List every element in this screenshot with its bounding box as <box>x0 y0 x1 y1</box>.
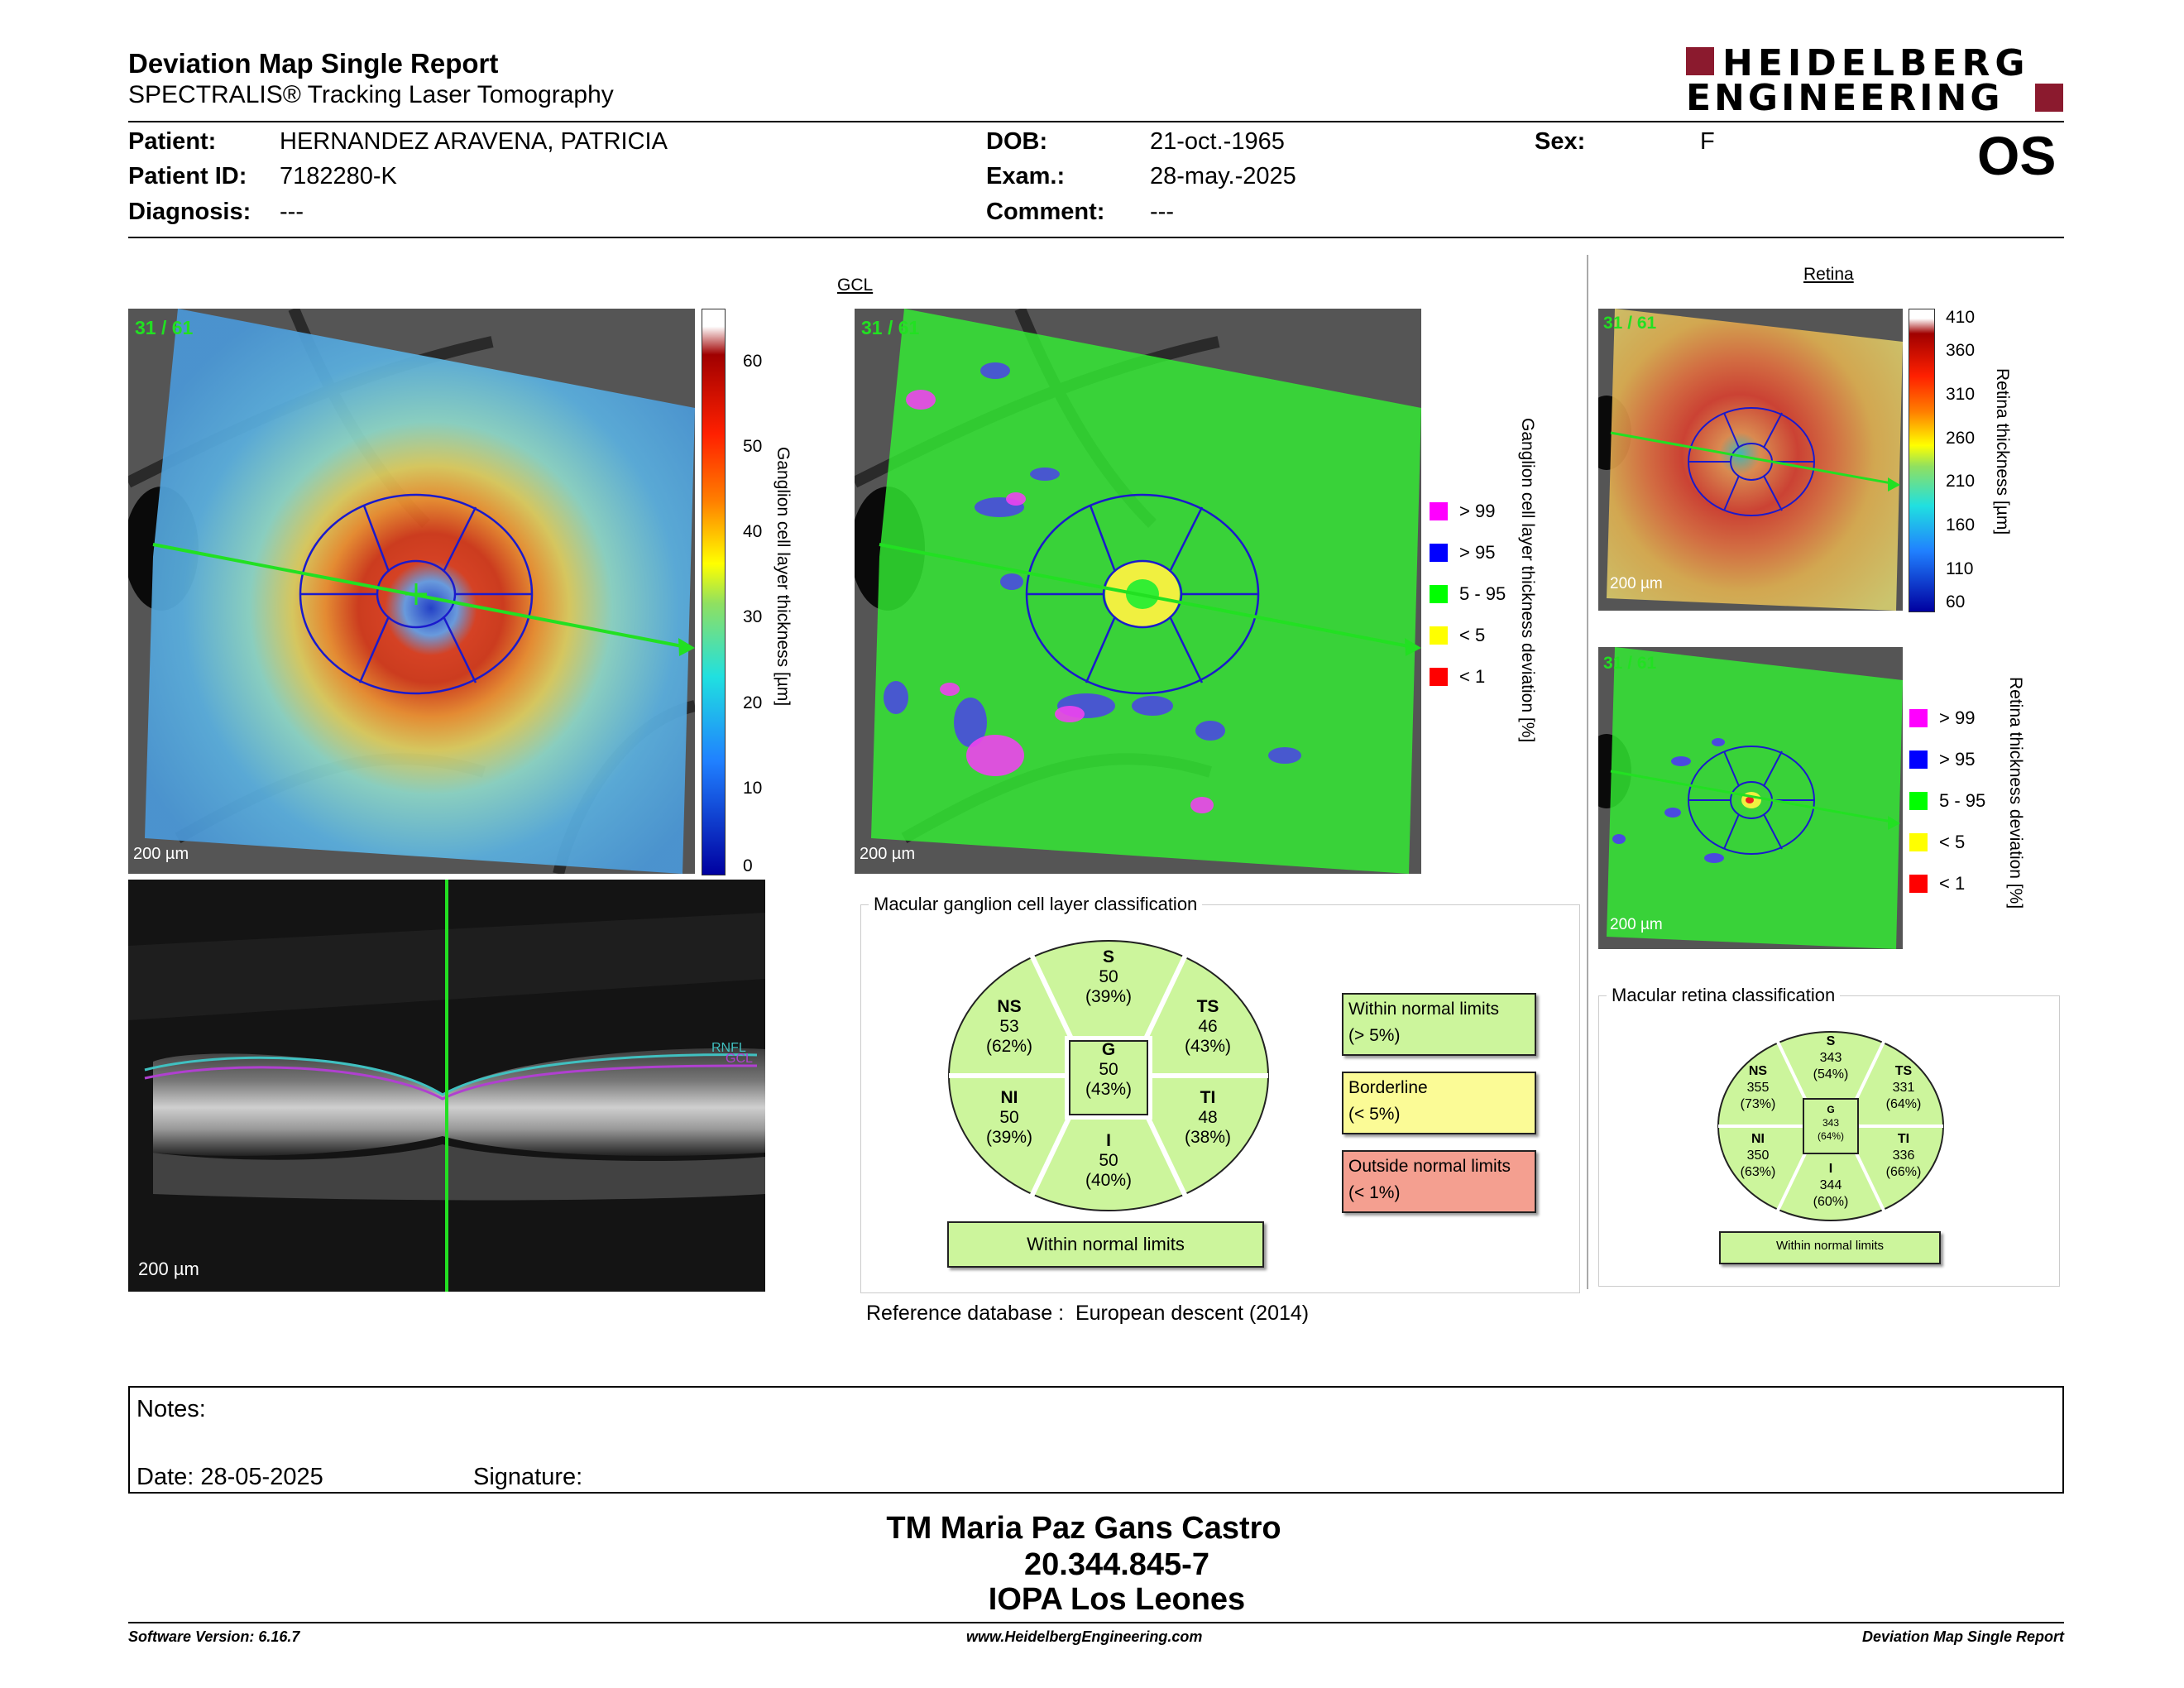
logo-square-top <box>1686 47 1714 75</box>
legend-swatch <box>1909 750 1928 769</box>
retina-tick-360: 360 <box>1946 341 1976 360</box>
patient-id-label: Patient ID: <box>128 163 247 189</box>
retina-deviation-map <box>1598 647 1903 949</box>
gcl-sector-s: S 50 (39%) <box>1085 947 1133 1006</box>
retina-deviation-frame-counter: 31 / 61 <box>1603 654 1657 673</box>
sex-value: F <box>1700 128 1715 155</box>
gcl-sector-i: I 50 (40%) <box>1085 1131 1133 1190</box>
gcl-layer-label: GCL <box>726 1052 753 1066</box>
legend-swatch <box>1430 544 1448 562</box>
oct-bscan <box>128 880 765 1292</box>
retina-overall-result: Within normal limits <box>1719 1231 1941 1264</box>
gcl-legend-lt1: < 1 <box>1430 666 1485 688</box>
retina-tick-310: 310 <box>1946 385 1976 404</box>
retina-sector-i: I 344 (60%) <box>1813 1162 1849 1209</box>
retina-deviation-axis-label: Retina thickness deviation [%] <box>2006 677 2025 909</box>
legend-borderline: Borderline (< 5%) <box>1342 1072 1536 1134</box>
retina-tick-60: 60 <box>1946 592 1966 611</box>
legend-swatch <box>1430 626 1448 645</box>
gcl-map-scale: 200 µm <box>133 845 189 863</box>
bscan-scale: 200 µm <box>138 1259 199 1279</box>
retina-thickness-axis-label: Retina thickness [µm] <box>1993 368 2012 535</box>
notes-box <box>128 1386 2064 1494</box>
comment-value: --- <box>1150 199 1174 225</box>
gcl-tick-60: 60 <box>743 352 763 371</box>
gcl-deviation-map <box>855 309 1421 874</box>
footer-divider <box>128 1622 2064 1623</box>
retina-frame-counter: 31 / 61 <box>1603 314 1657 333</box>
legend-swatch <box>1430 502 1448 520</box>
gcl-thickness-axis-label: Ganglion cell layer thickness [µm] <box>774 447 793 707</box>
software-version: Software Version: 6.16.7 <box>128 1628 300 1645</box>
rnfl-label: RNFL <box>711 1041 746 1055</box>
vertical-divider <box>1587 255 1588 1289</box>
date-label: Date: 28-05-2025 <box>136 1464 323 1490</box>
header-divider <box>128 121 2064 122</box>
gcl-sector-diagram <box>947 939 1270 1212</box>
retina-classification-title: Macular retina classification <box>1607 985 1840 1006</box>
gcl-classification-title: Macular ganglion cell layer classification <box>869 894 1202 915</box>
gcl-thickness-colorbar <box>702 309 726 875</box>
gcl-tick-30: 30 <box>743 607 763 626</box>
retina-sector-ti: TI 336 (66%) <box>1885 1132 1922 1179</box>
legend-swatch <box>1909 709 1928 727</box>
report-title: Deviation Map Single Report <box>128 48 499 79</box>
signer-institution: IOPA Los Leones <box>988 1582 1246 1617</box>
patient-divider <box>128 237 2064 238</box>
retina-legend-5-95: 5 - 95 <box>1909 790 1985 812</box>
comment-label: Comment: <box>986 199 1105 225</box>
legend-outside-normal: Outside normal limits (< 1%) <box>1342 1150 1536 1213</box>
retina-deviation-scale: 200 µm <box>1610 916 1663 933</box>
retina-section-label: Retina <box>1803 265 1854 284</box>
reference-database: Reference database : European descent (2014) <box>866 1302 1310 1325</box>
retina-tick-210: 210 <box>1946 472 1976 491</box>
gcl-legend-gt95: > 95 <box>1430 542 1495 563</box>
logo-text-top: HEIDELBERG <box>1722 42 2030 84</box>
retina-sector-diagram <box>1717 1030 1945 1222</box>
retina-sector-ni: NI 350 (63%) <box>1740 1132 1776 1179</box>
retina-legend-gt95: > 95 <box>1909 749 1975 770</box>
gcl-legend-5-95: 5 - 95 <box>1430 583 1506 605</box>
eye-label: OS <box>1977 125 2057 186</box>
retina-legend-lt5: < 5 <box>1909 832 1965 853</box>
retina-tick-410: 410 <box>1946 308 1976 327</box>
patient-label: Patient: <box>128 128 217 155</box>
legend-swatch <box>1430 585 1448 603</box>
legend-within-normal: Within normal limits (> 5%) <box>1342 993 1536 1056</box>
signer-id: 20.344.845-7 <box>1024 1547 1209 1582</box>
patient-id: 7182280-K <box>280 163 397 189</box>
heidelberg-logo <box>1686 42 2067 119</box>
gcl-deviation-scale: 200 µm <box>860 845 916 863</box>
gcl-frame-counter: 31 / 61 <box>135 317 194 338</box>
retina-legend-lt1: < 1 <box>1909 873 1965 894</box>
diagnosis-value: --- <box>280 199 304 225</box>
retina-legend-gt99: > 99 <box>1909 707 1975 729</box>
legend-swatch <box>1909 833 1928 851</box>
gcl-deviation-frame-counter: 31 / 61 <box>861 317 920 338</box>
legend-swatch <box>1909 792 1928 810</box>
website-link[interactable]: www.HeidelbergEngineering.com <box>966 1628 1203 1645</box>
retina-sector-ns: NS 355 (73%) <box>1740 1064 1776 1111</box>
retina-tick-260: 260 <box>1946 429 1976 448</box>
gcl-sector-ti: TI 48 (38%) <box>1184 1088 1232 1147</box>
gcl-legend-gt99: > 99 <box>1430 501 1495 522</box>
dob-label: DOB: <box>986 128 1048 155</box>
retina-map-scale: 200 µm <box>1610 575 1663 592</box>
gcl-sector-ts: TS 46 (43%) <box>1184 997 1232 1056</box>
patient-name: HERNANDEZ ARAVENA, PATRICIA <box>280 128 668 155</box>
retina-sector-g: G 343 (64%) <box>1817 1104 1844 1142</box>
sex-label: Sex: <box>1535 128 1586 155</box>
legend-swatch <box>1909 875 1928 893</box>
retina-tick-160: 160 <box>1946 516 1976 535</box>
signer-name: TM Maria Paz Gans Castro <box>886 1511 1281 1546</box>
gcl-tick-0: 0 <box>743 856 753 875</box>
footer-report-name: Deviation Map Single Report <box>1861 1628 2064 1645</box>
gcl-legend-lt5: < 5 <box>1430 625 1485 646</box>
gcl-deviation-axis-label: Ganglion cell layer thickness deviation [%] <box>1518 418 1537 743</box>
gcl-sector-ns: NS 53 (62%) <box>985 997 1033 1056</box>
exam-value: 28-may.-2025 <box>1150 163 1296 189</box>
retina-sector-s: S 343 (54%) <box>1813 1034 1849 1081</box>
gcl-section-label: GCL <box>837 276 874 295</box>
retina-tick-110: 110 <box>1946 559 1974 578</box>
dob-value: 21-oct.-1965 <box>1150 128 1285 155</box>
retina-thickness-map <box>1598 309 1903 611</box>
gcl-sector-g: G 50 (43%) <box>1085 1040 1133 1099</box>
gcl-tick-50: 50 <box>743 437 763 456</box>
logo-text-bottom: ENGINEERING <box>1686 77 2004 119</box>
diagnosis-label: Diagnosis: <box>128 199 251 225</box>
retina-sector-ts: TS 331 (64%) <box>1885 1064 1922 1111</box>
gcl-tick-20: 20 <box>743 693 763 712</box>
gcl-tick-10: 10 <box>743 779 763 798</box>
gcl-overall-result: Within normal limits <box>947 1221 1264 1268</box>
notes-label: Notes: <box>136 1396 206 1422</box>
exam-label: Exam.: <box>986 163 1066 189</box>
logo-square-bottom <box>2035 84 2063 112</box>
legend-swatch <box>1430 668 1448 686</box>
gcl-sector-ni: NI 50 (39%) <box>985 1088 1033 1147</box>
gcl-tick-40: 40 <box>743 522 763 541</box>
gcl-thickness-map <box>128 309 695 874</box>
signature-label: Signature: <box>473 1464 583 1490</box>
retina-thickness-colorbar <box>1909 309 1935 612</box>
report-subtitle: SPECTRALIS® Tracking Laser Tomography <box>128 81 614 108</box>
